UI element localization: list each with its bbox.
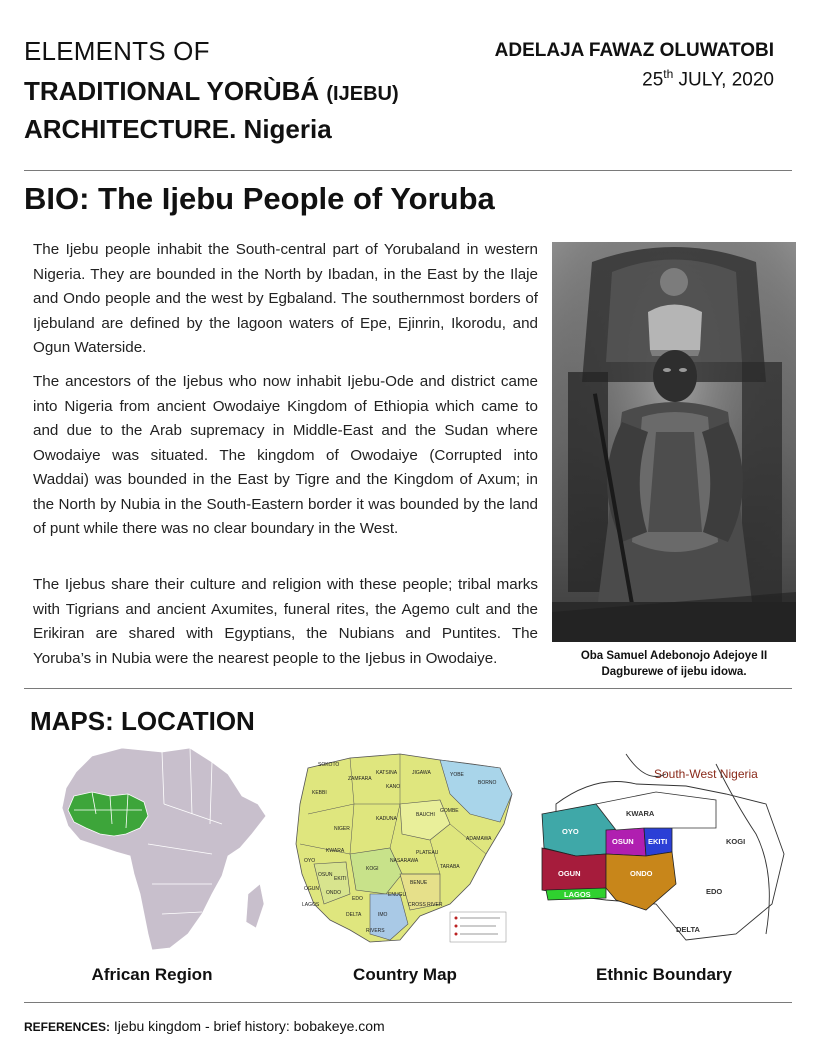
bio-paragraph-1: The Ijebu people inhabit the South-central part of Yorubaland in western Nigeria. They are bounded in the North by Ibadan, in the East by the Ilaje and Ondo people and the west by Egbaland. The southernmost borders of Ijebuland are defined by the lagoon waters of Epe, Ejinrin, Ikorodu, and Ogun Waterside.	[33, 241, 538, 356]
bio-title: BIO: The Ijebu People of Yoruba	[24, 181, 495, 216]
photo-caption-line1: Oba Samuel Adebonojo Adejoye II	[580, 650, 768, 662]
state-label: JIGAWA	[412, 770, 431, 776]
doc-title-line1: ELEMENTS OF	[24, 36, 210, 66]
state-label: EKITI	[334, 876, 347, 882]
oba-portrait-photo	[552, 242, 796, 642]
state-label: BORNO	[478, 780, 497, 786]
state-label: GOMBE	[440, 808, 459, 814]
africa-map	[52, 744, 270, 952]
state-label: NIGER	[334, 826, 350, 832]
state-label: RIVERS	[366, 928, 385, 934]
state-label: KOGI	[366, 866, 379, 872]
doc-title-line2-main: TRADITIONAL YORÙBÁ	[24, 76, 327, 106]
photo-caption	[556, 648, 792, 680]
bio-paragraph-2: The ancestors of the Ijebus who now inhabit Ijebu-Ode and district came into Nigeria from ancient Owodaiye Kingdom of Ethiopia which came to and due to the Arab supremacy in Middle-East and the Sudan where Owodaiye was situated. The kingdom of Owodaiye (Corrupted into Waddai) was bounded in the East by Tigre and the Kingdom of Axum; in the North by Nubia in the South-Eastern border it was bounded by the land of punt while there was no clear boundary in the West.	[33, 373, 538, 537]
map-label-african-region: African Region	[91, 965, 213, 984]
state-label: KADUNA	[376, 816, 397, 822]
references-text: Ijebu kingdom - brief history: bobakeye.com	[110, 1018, 385, 1034]
ethnic-label: KWARA	[626, 809, 655, 818]
photo-caption-line2: Dagburewe of ijebu idowa.	[601, 666, 747, 678]
ethnic-label: DELTA	[676, 925, 700, 934]
state-label: BENUE	[410, 880, 428, 886]
ethnic-boundary-map	[536, 744, 792, 952]
doc-date	[642, 67, 774, 91]
doc-title-line2	[24, 76, 399, 107]
maps-title: MAPS: LOCATION	[30, 706, 255, 736]
state-label: ZAMFARA	[348, 776, 372, 782]
author-name: ADELAJA FAWAZ OLUWATOBI	[494, 40, 774, 61]
ethnic-label: OSUN	[612, 837, 634, 846]
map-legend-box	[450, 912, 506, 942]
divider-top	[24, 170, 792, 171]
ethnic-label: EKITI	[648, 837, 668, 846]
divider-middle	[24, 688, 792, 689]
state-label: PLATEAU	[416, 850, 439, 856]
state-label: ONDO	[326, 890, 341, 896]
map-label-ethnic-boundary: Ethnic Boundary	[595, 965, 732, 984]
state-label: KANO	[386, 784, 401, 790]
state-label: NASARAWA	[390, 858, 419, 864]
state-label: OYO	[304, 858, 316, 864]
state-label: CROSS RIVER	[408, 902, 443, 908]
doc-title-line2-small: (IJEBU)	[326, 83, 399, 105]
state-label: BAUCHI	[416, 812, 435, 818]
divider-bottom	[24, 1002, 792, 1003]
map-label-country-map: Country Map	[353, 965, 457, 984]
bio-paragraph-3: The Ijebus share their culture and religion with these people; tribal marks with Tigrians and ancient Axumites, funeral rites, the Agemo cult and the Erikiran are shared with Egyptians, the Nubians and Puntites. The Yoruba’s in Nubia were the nearest people to the Ijebus in Owodaiye.	[33, 576, 538, 667]
date-suffix: th	[663, 67, 674, 81]
state-label: KATSINA	[376, 770, 398, 776]
state-label: ENUGU	[388, 892, 407, 898]
state-label: LAGOS	[302, 902, 320, 908]
state-label: YOBE	[450, 772, 464, 778]
state-label: KWARA	[326, 848, 345, 854]
ethnic-label: OYO	[562, 827, 579, 836]
ethnic-label: OGUN	[558, 869, 581, 878]
date-day: 25	[642, 69, 664, 91]
state-label: OSUN	[318, 872, 333, 878]
state-label: SOKOTO	[318, 762, 340, 768]
state-label: ADAMAWA	[466, 836, 492, 842]
doc-title-line3: ARCHITECTURE. Nigeria	[24, 114, 332, 144]
ethnic-label: EDO	[706, 887, 723, 896]
state-label: DELTA	[346, 912, 362, 918]
state-label: IMO	[378, 912, 388, 918]
date-rest: JULY, 2020	[673, 69, 774, 91]
state-label: KEBBI	[312, 790, 327, 796]
ethnic-label: LAGOS	[564, 890, 591, 899]
references	[24, 1018, 385, 1034]
references-label: REFERENCES:	[24, 1020, 111, 1034]
ethnic-map-title: South-West Nigeria	[654, 767, 758, 781]
ethnic-label: KOGI	[726, 837, 746, 846]
nigeria-country-map	[290, 744, 518, 952]
ethnic-label: ONDO	[630, 869, 653, 878]
state-label: EDO	[352, 896, 363, 902]
state-label: OGUN	[304, 886, 319, 892]
state-label: TARABA	[440, 864, 460, 870]
